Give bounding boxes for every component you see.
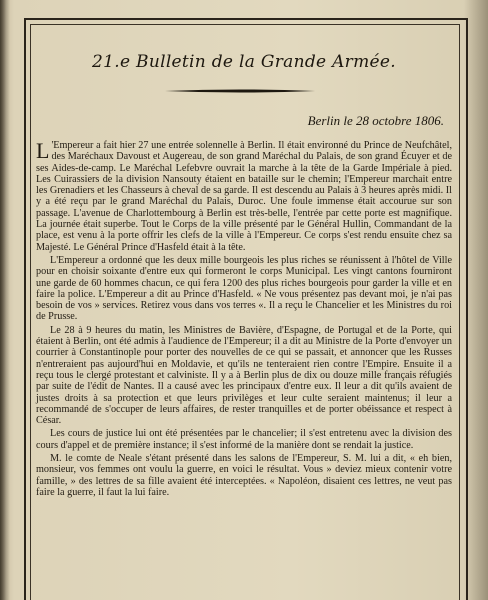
paragraph-text: Les cours de justice lui ont été présentées par le chancelier; il s'est entretenu avec la division des cours d'appel et de première instance; il s'est informé de la manière dont se rendait la justice. <box>36 428 452 451</box>
paragraph <box>36 140 452 253</box>
dateline: Berlin le 28 octobre 1806. <box>307 113 444 128</box>
paragraph <box>36 428 452 451</box>
paragraph-text: Le 28 à 9 heures du matin, les Ministres de Bavière, d'Espagne, de Portugal et de la Porte, qui étaient à Berlin, ont été admis à l'audience de l'Empereur; il a dit au Ministre de la Porte d'envoyer un courrier à Constantinople pour porter des nouvelles de ce qui se passait, et annoncer que les Russes n'entreraient pas aujourd'hui en Moldavie, et qu'ils ne tenteraient rien contre l'Empire. Ensuite il a reçu tous le clergé protestant et calviniste. Il y a à Berlin plus de dix ou douze mille français réfugiés par suite de l'édit de Nantes. Il a causé avec les principaux d'entre eux. Il leur a dit qu'ils avaient de justes droits à sa protection et que leurs privilèges et leur culte seraient maintenus; il leur a recommandé de s'occuper de leurs affaires, de rester tranquilles et de porter obéissance et respect à César. <box>36 324 452 427</box>
ornament-rule <box>165 86 315 96</box>
bulletin-title: 21.e Bulletin de la Grande Armée. <box>92 52 396 72</box>
drop-cap: L <box>36 138 50 163</box>
paragraph-text: 'Empereur a fait hier 27 une entrée solennelle à Berlin. Il était environné du Prince de Neufchâtel, des Maréchaux Davoust et Augereau, de son grand Maréchal du Palais, de son grand Écuyer et de ses Aides-de-camp. Le Maréchal Lefebvre ouvrait la marche à la tête de la Garde Impériale à pied. Les Cuirassiers de la division Nansouty étaient en bataille sur le chemin; l'Empereur marchait entre les Grenadiers et les Chasseurs à cheval de sa garde. Il est descendu au Palais à 3 heures après midi. Il y a été reçu par le grand Maréchal du Palais, Duroc. Une foule immense était accourue sur son passage. L'avenue de Charlottembourg à Berlin est très-belle, l'entrée par cette porte est magnifique. La journée était superbe. Tout le Corps de la ville présenté par le Général Hullin, Commandant de la place, est venu à la porte offrir les clefs de la ville à l'Empereur. Ce corps s'est rendu ensuite chez sa Majesté. Le Général Prince d'Hasfeld était à la tête. <box>36 140 452 253</box>
paragraph <box>36 453 452 498</box>
page-edge-shadow <box>464 0 488 600</box>
paragraph-text: M. le comte de Neale s'étant présenté dans les salons de l'Empereur, S. M. lui a dit, « eh bien, monsieur, vos femmes ont voulu la guerre, en voici le résultat. Vous » deviez mieux contenir votre famille, » des lettres de sa fille avaient été interceptées. « Napoléon, disaient ces lettres, ne veut pas faire la guerre, il faut la lui faire. <box>36 453 452 498</box>
paragraph-text: L'Empereur a ordonné que les deux mille bourgeois les plus riches se réunissent à l'hôtel de Ville pour en choisir soixante d'entre eux qui formeront le corps Municipal. Les vingt cantons fourniront une garde de 60 hommes chacun, ce qui fera 1200 des plus riches bourgeois pour garder la ville et en faire la police. L'Empereur a dit au Prince d'Hasfeld. « Ne vous présentez pas devant moi, je n'ai pas besoin de vos » services. Retirez vous dans vos terres «. Il a reçu le Chancelier et les Ministres du roi de Prusse. <box>36 254 452 323</box>
paragraph <box>36 255 452 323</box>
paragraph <box>36 325 452 427</box>
binding-shadow <box>0 0 10 600</box>
bulletin-body <box>36 140 452 500</box>
